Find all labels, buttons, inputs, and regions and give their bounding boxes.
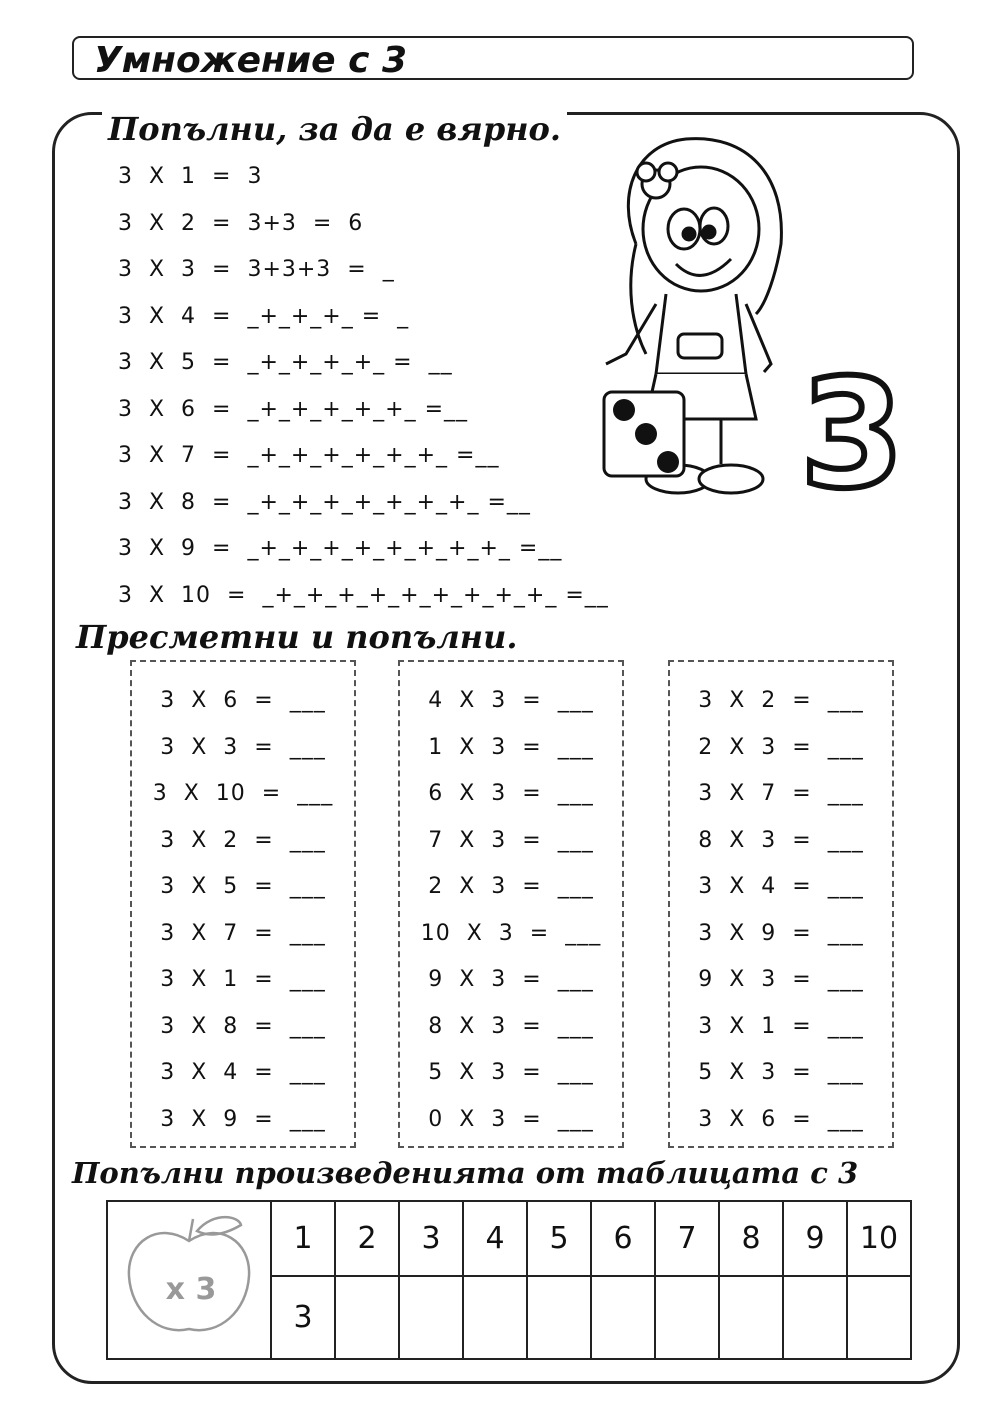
expansion-row: 3 X 2 = 3+3 = 6 xyxy=(118,210,364,236)
fact-row[interactable]: 8 X 3 = ___ xyxy=(428,1013,594,1039)
number-cell: 8 xyxy=(719,1201,783,1276)
expansion-row: 3 X 8 = _+_+_+_+_+_+_+_ =__ xyxy=(118,489,531,515)
number-cell: 3 xyxy=(399,1201,463,1276)
number-cell: 10 xyxy=(847,1201,911,1276)
fact-row[interactable]: 7 X 3 = ___ xyxy=(428,827,594,853)
fact-row[interactable]: 2 X 3 = ___ xyxy=(428,874,594,899)
fact-row[interactable]: 4 X 3 = ___ xyxy=(428,688,594,713)
number-cell: 7 xyxy=(655,1201,719,1276)
fact-row[interactable]: 9 X 3 = ___ xyxy=(698,967,864,992)
apple-label: x 3 xyxy=(165,1272,217,1307)
big-three: 3 xyxy=(800,348,905,522)
number-cell: 2 xyxy=(335,1201,399,1276)
result-cell[interactable] xyxy=(399,1276,463,1359)
apple-icon xyxy=(119,1211,259,1341)
number-cell: 9 xyxy=(783,1201,847,1276)
fact-row[interactable]: 3 X 1 = ___ xyxy=(698,1013,864,1039)
result-cell[interactable] xyxy=(783,1276,847,1359)
fact-row[interactable]: 3 X 6 = ___ xyxy=(160,688,326,713)
fact-row[interactable]: 3 X 2 = ___ xyxy=(160,827,326,853)
fact-row[interactable]: 6 X 3 = ___ xyxy=(428,781,594,806)
expansion-row: 3 X 9 = _+_+_+_+_+_+_+_+_ =__ xyxy=(118,536,563,561)
fact-row[interactable]: 3 X 9 = ___ xyxy=(160,1106,326,1132)
products-table xyxy=(106,1200,912,1360)
expansion-row: 3 X 6 = _+_+_+_+_+_ =__ xyxy=(118,396,469,422)
title-box xyxy=(72,36,914,80)
fact-row[interactable]: 10 X 3 = ___ xyxy=(420,920,602,946)
number-cell: 4 xyxy=(463,1201,527,1276)
fact-row[interactable]: 3 X 7 = ___ xyxy=(698,781,864,806)
fact-row[interactable]: 9 X 3 = ___ xyxy=(428,967,594,992)
expansion-row: 3 X 3 = 3+3+3 = _ xyxy=(118,257,395,282)
girl-illustration xyxy=(596,134,816,504)
dice-icon xyxy=(604,392,684,476)
fact-row[interactable]: 3 X 7 = ___ xyxy=(160,920,326,946)
facts-column-2 xyxy=(398,660,624,1148)
fact-row[interactable]: 8 X 3 = ___ xyxy=(698,827,864,853)
fact-row[interactable]: 3 X 3 = ___ xyxy=(160,734,326,760)
result-cell[interactable] xyxy=(527,1276,591,1359)
section1-heading: Попълни, за да е вярно. xyxy=(102,110,567,148)
result-cell[interactable] xyxy=(847,1276,911,1359)
result-cell[interactable] xyxy=(719,1276,783,1359)
facts-column-3 xyxy=(668,660,894,1148)
fact-row[interactable]: 3 X 1 = ___ xyxy=(160,967,326,992)
fact-row[interactable]: 3 X 4 = ___ xyxy=(698,874,864,899)
result-cell[interactable] xyxy=(335,1276,399,1359)
fact-row[interactable]: 0 X 3 = ___ xyxy=(428,1106,594,1132)
result-cell[interactable] xyxy=(463,1276,527,1359)
fact-row[interactable]: 5 X 3 = ___ xyxy=(428,1060,594,1085)
expansion-row: 3 X 4 = _+_+_+_ = _ xyxy=(118,303,410,329)
apple-cell xyxy=(107,1201,271,1359)
result-cell[interactable]: 3 xyxy=(271,1276,335,1359)
section2-heading: Пресметни и попълни. xyxy=(70,618,524,656)
expansion-row: 3 X 1 = 3 xyxy=(118,164,263,189)
fact-row[interactable]: 3 X 6 = ___ xyxy=(698,1106,864,1132)
page-title: Умножение с 3 xyxy=(94,40,407,81)
number-cell: 1 xyxy=(271,1201,335,1276)
expansion-row: 3 X 7 = _+_+_+_+_+_+_ =__ xyxy=(118,443,500,468)
section3-heading: Попълни произведенията от таблицата с 3 xyxy=(72,1156,859,1190)
facts-column-1 xyxy=(130,660,356,1148)
result-cell[interactable] xyxy=(655,1276,719,1359)
fact-row[interactable]: 2 X 3 = ___ xyxy=(698,734,864,760)
number-cell: 5 xyxy=(527,1201,591,1276)
expansion-row: 3 X 5 = _+_+_+_+_ = __ xyxy=(118,350,453,375)
fact-row[interactable]: 3 X 8 = ___ xyxy=(160,1013,326,1039)
fact-row[interactable]: 1 X 3 = ___ xyxy=(428,734,594,760)
fact-row[interactable]: 3 X 10 = ___ xyxy=(152,781,334,806)
fact-row[interactable]: 3 X 2 = ___ xyxy=(698,688,864,713)
expansion-row: 3 X 10 = _+_+_+_+_+_+_+_+_+_ =__ xyxy=(118,582,609,608)
fact-row[interactable]: 3 X 5 = ___ xyxy=(160,874,326,899)
result-cell[interactable] xyxy=(591,1276,655,1359)
fact-row[interactable]: 3 X 9 = ___ xyxy=(698,920,864,946)
fact-row[interactable]: 3 X 4 = ___ xyxy=(160,1060,326,1085)
fact-row[interactable]: 5 X 3 = ___ xyxy=(698,1060,864,1085)
number-cell: 6 xyxy=(591,1201,655,1276)
